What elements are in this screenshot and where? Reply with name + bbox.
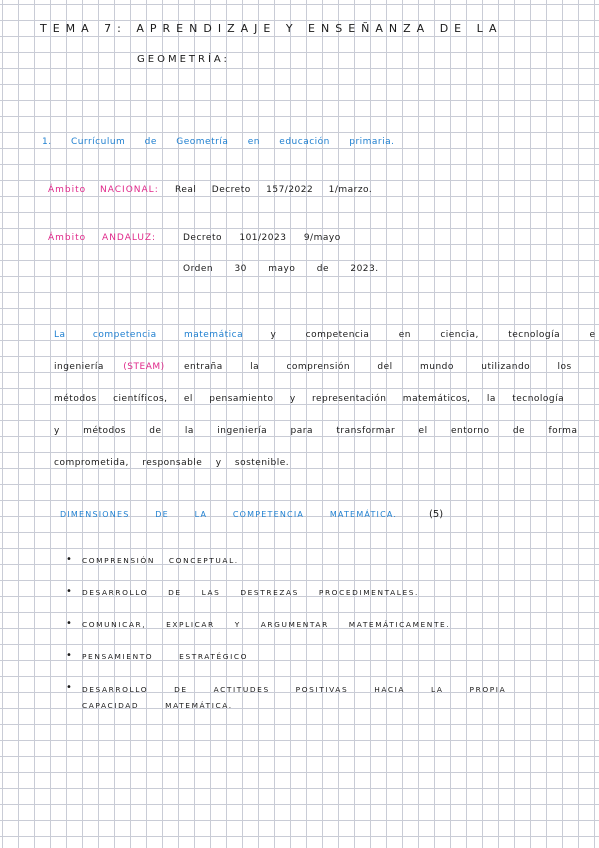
section-heading: 1. Currículum de Geometría en educación primaria.: [42, 137, 395, 147]
list-item: • COMUNICAR, EXPLICAR Y ARGUMENTAR MATEMÁTICAMENTE.: [66, 620, 566, 629]
steam-term: (STEAM): [123, 362, 165, 372]
paragraph-text: y competencia en ciencia, tecnología e: [270, 330, 596, 340]
ambito-nacional-text: Real Decreto 157/2022 1/marzo.: [175, 185, 373, 195]
ambito-andaluz-decreto: Decreto 101/2023 9/mayo: [183, 233, 341, 243]
ambito-nacional-label: Ámbito NACIONAL:: [48, 185, 159, 195]
paragraph-line-2: [54, 362, 572, 372]
paragraph-text: ingeniería: [54, 362, 104, 372]
dimensiones-list: [66, 556, 566, 714]
dimensiones-title: DIMENSIONES DE LA COMPETENCIA MATEMÁTICA.: [60, 510, 398, 519]
ambito-andaluz-orden: Orden 30 mayo de 2023.: [183, 264, 379, 274]
dimensiones-heading: [60, 509, 443, 520]
page-title: TEMA 7: APRENDIZAJE Y ENSEÑANZA DE LA: [40, 22, 503, 35]
competencia-term: La competencia matemática: [54, 330, 244, 340]
dimensiones-count: (5): [428, 509, 444, 520]
paragraph-text: entraña la comprensión del mundo utilizando los: [184, 362, 572, 372]
list-item: • PENSAMIENTO ESTRATÉGICO: [66, 652, 566, 661]
list-item: • DESARROLLO DE ACTITUDES POSITIVAS HACIA LA PROPIA CAPACIDAD MATEMÁTICA.: [66, 682, 542, 714]
list-item: • DESARROLLO DE LAS DESTREZAS PROCEDIMENTALES.: [66, 588, 566, 597]
page-title-continuation: GEOMETRÍA:: [137, 54, 230, 65]
list-item: • COMPRENSIÓN CONCEPTUAL.: [66, 556, 566, 565]
paragraph-line-4: y métodos de la ingeniería para transformar el entorno de forma: [54, 426, 578, 436]
paragraph-line-1: [54, 330, 596, 340]
paragraph-line-3: métodos científicos, el pensamiento y representación matemáticos, la tecnología: [54, 394, 565, 404]
paragraph-line-5: comprometida, responsable y sostenible.: [54, 458, 290, 468]
ambito-andaluz-label: Ámbito ANDALUZ:: [48, 233, 157, 243]
